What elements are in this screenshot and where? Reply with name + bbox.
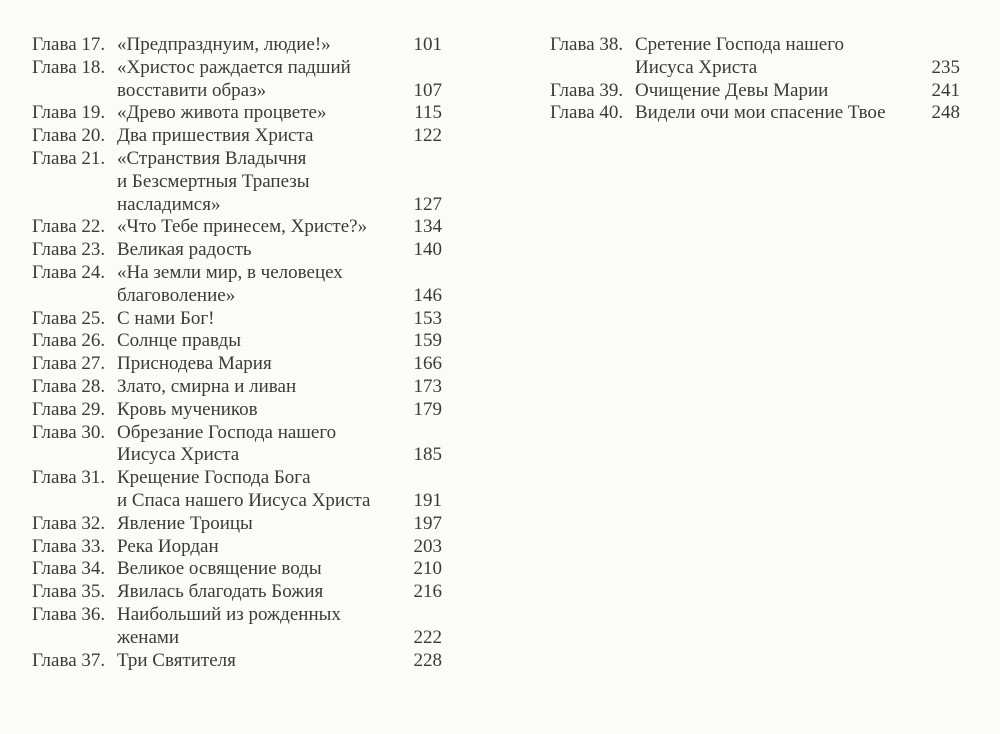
- toc-entry: [32, 422, 442, 468]
- chapter-title-block: [117, 650, 442, 673]
- toc-entry: [32, 148, 442, 216]
- chapter-title-line: восставити образ»: [117, 79, 267, 101]
- page-number: 173: [413, 375, 442, 397]
- title-line-row: [117, 399, 442, 422]
- chapter-label: Глава 23.: [32, 239, 106, 261]
- chapter-label: Глава 35.: [32, 581, 106, 603]
- toc-entry: [32, 467, 442, 513]
- page-number: 235: [931, 56, 960, 78]
- chapter-label: Глава 18.: [32, 56, 106, 78]
- title-line-row: [117, 34, 442, 57]
- chapter-title-line: Видели очи мои спасение Твое: [635, 102, 886, 124]
- chapter-title-line: Великое освящение воды: [117, 558, 322, 580]
- toc-entry: [32, 513, 442, 536]
- chapter-title-line: Солнце правды: [117, 330, 241, 352]
- chapter-label: Глава 26.: [32, 330, 106, 352]
- chapter-title-line: Два пришествия Христа: [117, 125, 314, 147]
- chapter-title-line: Явилась благодать Божия: [117, 581, 324, 603]
- chapter-title-block: [117, 330, 442, 353]
- chapter-title-block: [117, 581, 442, 604]
- chapter-title-line: Иисуса Христа: [635, 56, 758, 78]
- toc-entry: [32, 650, 442, 673]
- title-line-row: [117, 171, 442, 194]
- page-number: 166: [413, 353, 442, 375]
- chapter-title-line: «Что Тебе принесем, Христе?»: [117, 216, 368, 238]
- page-number: 159: [413, 330, 442, 352]
- chapter-title-line: Явление Троицы: [117, 512, 253, 534]
- page-number: 153: [413, 307, 442, 329]
- title-line-row: [117, 513, 442, 536]
- title-line-row: [635, 57, 960, 80]
- chapter-label: Глава 40.: [550, 102, 624, 124]
- chapter-title-line: Приснодева Мария: [117, 353, 272, 375]
- toc-entry: [32, 262, 442, 308]
- toc-column-right: [550, 34, 960, 125]
- chapter-label: Глава 30.: [32, 421, 106, 443]
- title-line-row: [117, 444, 442, 467]
- page-number: 191: [413, 489, 442, 511]
- chapter-title-block: [635, 34, 960, 80]
- title-line-row: [117, 650, 442, 673]
- chapter-label: Глава 37.: [32, 649, 106, 671]
- chapter-title-line: Три Святителя: [117, 649, 236, 671]
- chapter-title-block: [117, 399, 442, 422]
- title-line-row: [117, 581, 442, 604]
- title-line-row: [117, 490, 442, 513]
- chapter-label: Глава 21.: [32, 147, 106, 169]
- page-number: 216: [413, 581, 442, 603]
- title-line-row: [117, 376, 442, 399]
- page-number-spacer: [382, 148, 442, 171]
- toc-entry: [32, 376, 442, 399]
- chapter-title-line: Иисуса Христа: [117, 444, 240, 466]
- page-number-spacer: [382, 467, 442, 490]
- page-number: 101: [413, 34, 442, 55]
- chapter-title-line: Злато, смирна и ливан: [117, 375, 297, 397]
- toc-entry: [32, 57, 442, 103]
- title-line-row: [117, 285, 442, 308]
- chapter-label: Глава 25.: [32, 307, 106, 329]
- chapter-title-line: Кровь мучеников: [117, 398, 258, 420]
- chapter-title-line: и Безсмертныя Трапезы: [117, 170, 310, 192]
- title-line-row: [117, 558, 442, 581]
- page-number: 134: [413, 216, 442, 238]
- page-number-spacer: [382, 604, 442, 627]
- toc-entry: [32, 604, 442, 650]
- chapter-title-block: [117, 536, 442, 559]
- chapter-label: Глава 19.: [32, 102, 106, 124]
- title-line-row: [117, 627, 442, 650]
- chapter-label: Глава 27.: [32, 353, 106, 375]
- title-line-row: [635, 102, 960, 125]
- title-line-row: [635, 80, 960, 103]
- chapter-title-block: [117, 308, 442, 331]
- toc-entry: [32, 536, 442, 559]
- title-line-row: [117, 604, 442, 627]
- toc-entry: [32, 34, 442, 57]
- page-number: 210: [413, 558, 442, 580]
- title-line-row: [117, 125, 442, 148]
- toc-column-left: [32, 34, 442, 672]
- chapter-label: Глава 29.: [32, 398, 106, 420]
- page-number: 241: [931, 79, 960, 101]
- page-number: 140: [413, 239, 442, 261]
- page-number-spacer: [382, 262, 442, 285]
- title-line-row: [117, 262, 442, 285]
- chapter-title-block: [117, 558, 442, 581]
- chapter-title-line: Река Иордан: [117, 535, 219, 557]
- chapter-title-block: [117, 467, 442, 513]
- title-line-row: [117, 353, 442, 376]
- toc-entry: [32, 353, 442, 376]
- toc-entry: [32, 125, 442, 148]
- toc-entry: [32, 558, 442, 581]
- chapter-title-line: «Странствия Владычня: [117, 147, 307, 169]
- chapter-title-block: [117, 34, 442, 57]
- toc-entry: [32, 399, 442, 422]
- chapter-title-block: [117, 125, 442, 148]
- chapter-title-block: [635, 102, 960, 125]
- page-number: 115: [414, 102, 442, 124]
- chapter-title-line: «Христос раждается падший: [117, 56, 351, 78]
- page-number: 179: [413, 398, 442, 420]
- chapter-title-block: [117, 262, 442, 308]
- chapter-label: Глава 24.: [32, 261, 106, 283]
- chapter-label: Глава 34.: [32, 558, 106, 580]
- title-line-row: [117, 422, 442, 445]
- chapter-title-line: и Спаса нашего Иисуса Христа: [117, 489, 371, 511]
- toc-entry: [550, 34, 960, 80]
- page-number: 222: [413, 626, 442, 648]
- chapter-title-block: [117, 57, 442, 103]
- title-line-row: [117, 80, 442, 103]
- page-number: 185: [413, 444, 442, 466]
- toc-entry: [550, 102, 960, 125]
- toc-entry: [32, 216, 442, 239]
- title-line-row: [117, 102, 442, 125]
- chapter-label: Глава 39.: [550, 79, 624, 101]
- chapter-title-block: [117, 216, 442, 239]
- toc-entry: [32, 581, 442, 604]
- chapter-label: Глава 31.: [32, 467, 106, 489]
- chapter-label: Глава 28.: [32, 375, 106, 397]
- chapter-title-block: [117, 148, 442, 216]
- title-line-row: [117, 467, 442, 490]
- title-line-row: [117, 57, 442, 80]
- chapter-title-line: «Предпразднуим, людие!»: [117, 34, 331, 55]
- toc-entry: [32, 308, 442, 331]
- chapter-title-line: «Древо живота процвете»: [117, 102, 327, 124]
- chapter-title-block: [117, 102, 442, 125]
- chapter-title-block: [117, 422, 442, 468]
- title-line-row: [117, 308, 442, 331]
- page-number-spacer: [382, 171, 442, 194]
- chapter-title-line: «На земли мир, в человецех: [117, 261, 343, 283]
- title-line-row: [117, 330, 442, 353]
- title-line-row: [117, 148, 442, 171]
- page-number: 146: [413, 284, 442, 306]
- chapter-title-block: [117, 239, 442, 262]
- chapter-title-line: Сретение Господа нашего: [635, 34, 845, 55]
- chapter-title-line: благоволение»: [117, 284, 236, 306]
- chapter-label: Глава 36.: [32, 603, 106, 625]
- chapter-title-line: Наибольший из рожденных: [117, 603, 341, 625]
- page-number: 228: [413, 649, 442, 671]
- title-line-row: [117, 239, 442, 262]
- chapter-title-block: [117, 604, 442, 650]
- chapter-title-line: Крещение Господа Бога: [117, 467, 311, 489]
- chapter-title-line: насладимся»: [117, 193, 221, 215]
- chapter-title-block: [635, 80, 960, 103]
- page-number-spacer: [900, 34, 960, 57]
- page-number-spacer: [382, 422, 442, 445]
- chapter-title-block: [117, 376, 442, 399]
- chapter-title-line: Великая радость: [117, 239, 252, 261]
- page-number: 197: [413, 512, 442, 534]
- toc-entry: [550, 80, 960, 103]
- chapter-label: Глава 38.: [550, 34, 624, 55]
- title-line-row: [117, 536, 442, 559]
- page-number-spacer: [382, 57, 442, 80]
- title-line-row: [117, 216, 442, 239]
- chapter-title-block: [117, 513, 442, 536]
- page-number: 122: [413, 125, 442, 147]
- toc-entry: [32, 102, 442, 125]
- chapter-label: Глава 20.: [32, 125, 106, 147]
- chapter-label: Глава 22.: [32, 216, 106, 238]
- page-number: 127: [413, 193, 442, 215]
- chapter-title-line: С нами Бог!: [117, 307, 215, 329]
- chapter-title-line: женами: [117, 626, 180, 648]
- chapter-label: Глава 32.: [32, 512, 106, 534]
- chapter-label: Глава 33.: [32, 535, 106, 557]
- page-number: 107: [413, 79, 442, 101]
- chapter-title-line: Обрезание Господа нашего: [117, 421, 337, 443]
- page-number: 203: [413, 535, 442, 557]
- chapter-title-line: Очищение Девы Марии: [635, 79, 829, 101]
- title-line-row: [635, 34, 960, 57]
- chapter-title-block: [117, 353, 442, 376]
- title-line-row: [117, 194, 442, 217]
- toc-entry: [32, 330, 442, 353]
- chapter-label: Глава 17.: [32, 34, 106, 55]
- page-number: 248: [931, 102, 960, 124]
- toc-entry: [32, 239, 442, 262]
